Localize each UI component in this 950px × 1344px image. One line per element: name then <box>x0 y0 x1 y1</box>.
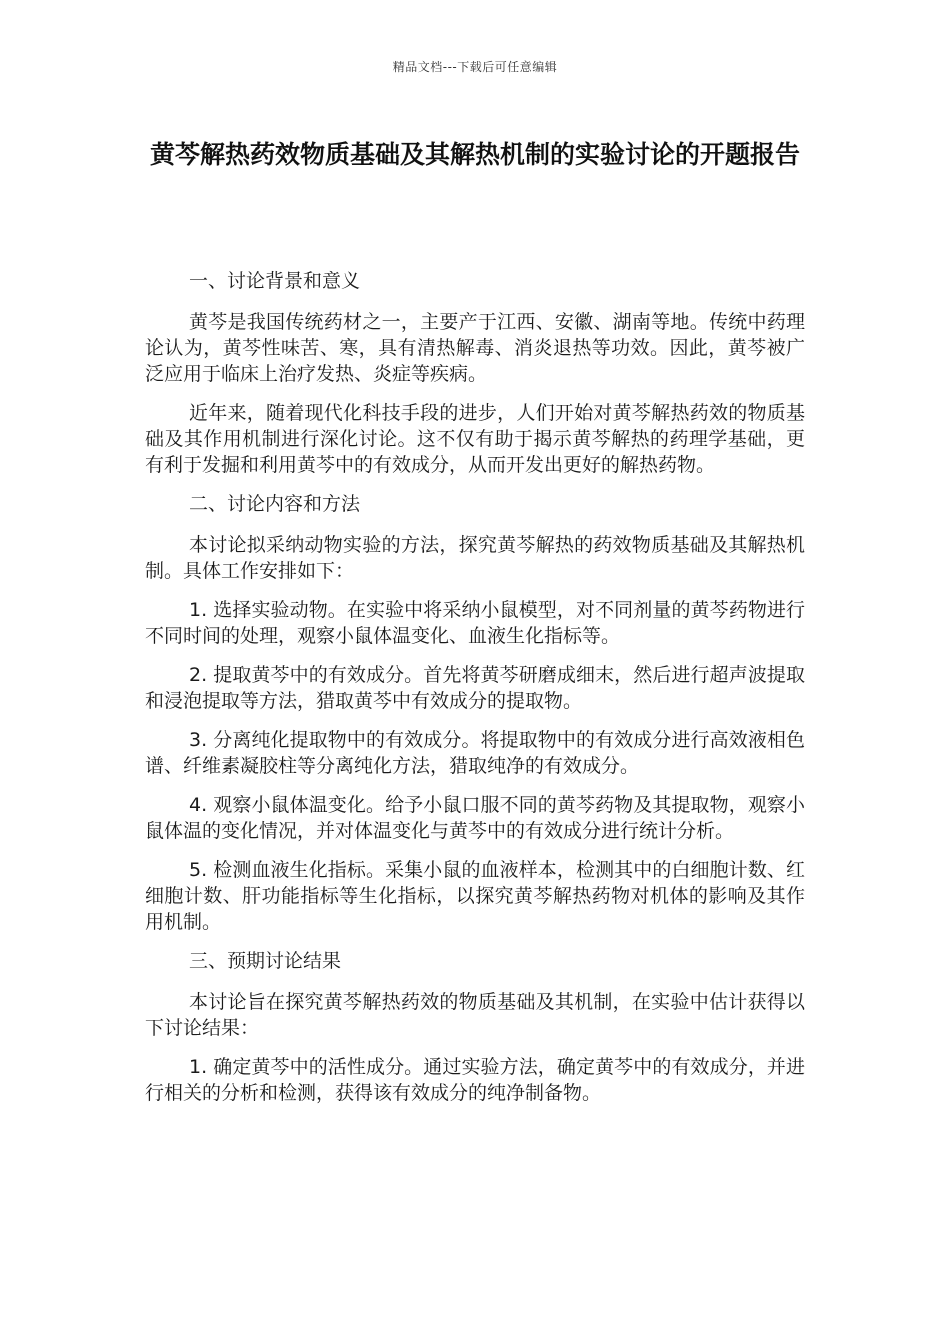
list-item-methods-5: 5. 检测血液生化指标。采集小鼠的血液样本，检测其中的白细胞计数、红细胞计数、肝功能指标等生化指标，以探究黄芩解热药物对机体的影响及其作用机制。 <box>145 859 805 933</box>
list-item-methods-2: 2. 提取黄芩中的有效成分。首先将黄芩研磨成细末，然后进行超声波提取和浸泡提取等方法，猎取黄芩中有效成分的提取物。 <box>145 664 805 712</box>
list-item-methods-3: 3. 分离纯化提取物中的有效成分。将提取物中的有效成分进行高效液相色谱、纤维素凝胶柱等分离纯化方法，猎取纯净的有效成分。 <box>145 729 805 777</box>
list-item-results-1: 1. 确定黄芩中的活性成分。通过实验方法，确定黄芩中的有效成分，并进行相关的分析和检测，获得该有效成分的纯净制备物。 <box>145 1056 805 1104</box>
section-heading-background: 一、讨论背景和意义 <box>189 270 361 292</box>
paragraph-background-1: 黄芩是我国传统药材之一，主要产于江西、安徽、湖南等地。传统中药理论认为，黄芩性味苦、寒，具有清热解毒、消炎退热等功效。因此，黄芩被广泛应用于临床上治疗发热、炎症等疾病。 <box>145 311 805 385</box>
section-heading-expected-results: 三、预期讨论结果 <box>189 950 342 972</box>
paragraph-background-2: 近年来，随着现代化科技手段的进步，人们开始对黄芩解热药效的物质基础及其作用机制进行深化讨论。这不仅有助于揭示黄芩解热的药理学基础，更有利于发掘和利用黄芩中的有效成分，从而开发出更好的解热药物。 <box>145 402 805 476</box>
paragraph-results-intro: 本讨论旨在探究黄芩解热药效的物质基础及其机制，在实验中估计获得以下讨论结果： <box>145 991 805 1039</box>
document-body <box>145 268 805 1119</box>
header-note: 精品文档---下载后可任意编辑 <box>392 60 558 74</box>
document-title: 黄芩解热药效物质基础及其解热机制的实验讨论的开题报告 <box>149 140 800 169</box>
section-heading-methods: 二、讨论内容和方法 <box>189 493 361 515</box>
list-item-methods-1: 1. 选择实验动物。在实验中将采纳小鼠模型，对不同剂量的黄芩药物进行不同时间的处理，观察小鼠体温变化、血液生化指标等。 <box>145 599 805 647</box>
list-item-methods-4: 4. 观察小鼠体温变化。给予小鼠口服不同的黄芩药物及其提取物，观察小鼠体温的变化情况，并对体温变化与黄芩中的有效成分进行统计分析。 <box>145 794 805 842</box>
paragraph-methods-intro: 本讨论拟采纳动物实验的方法，探究黄芩解热的药效物质基础及其解热机制。具体工作安排如下： <box>145 534 805 582</box>
